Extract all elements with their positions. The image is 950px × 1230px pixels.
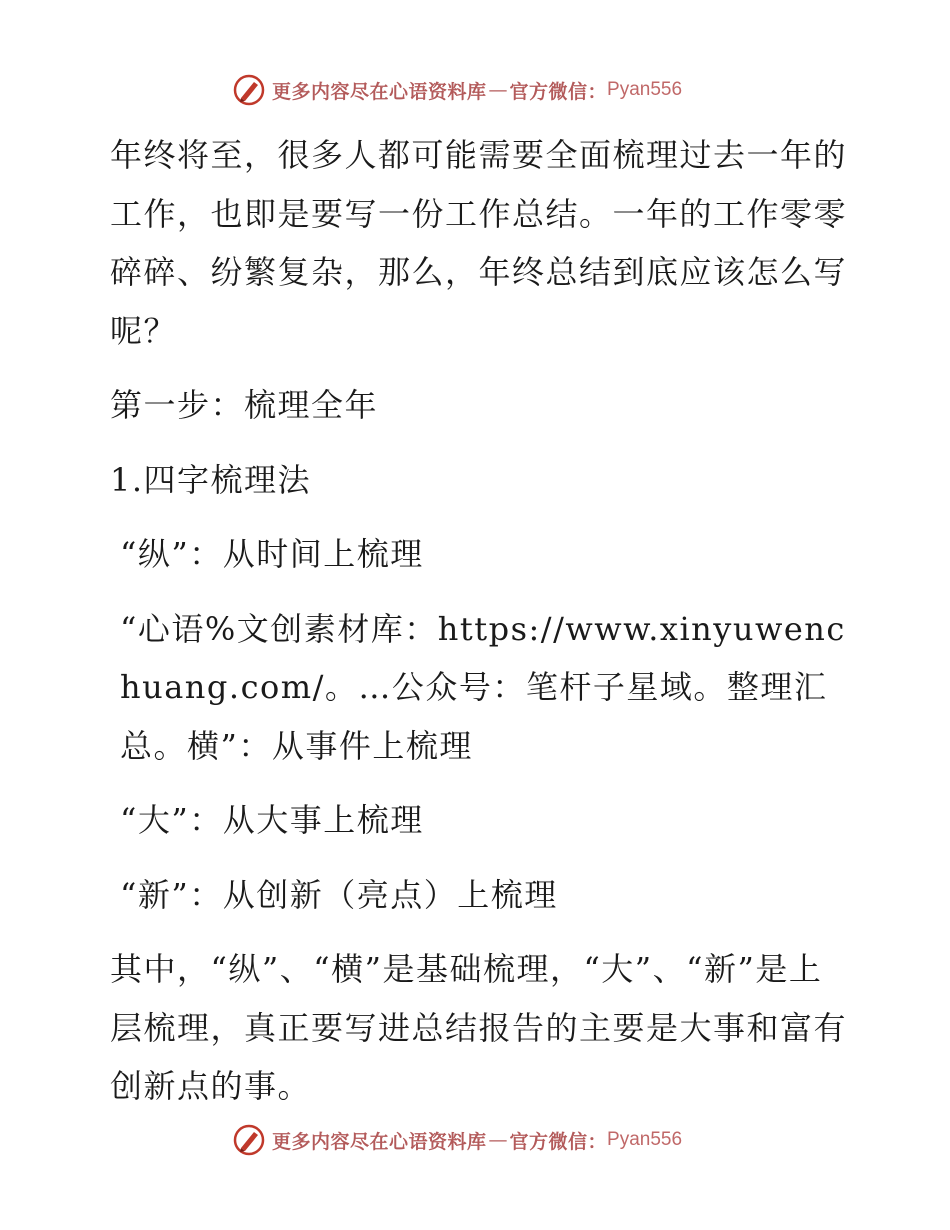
header-banner-contact-id: Pyan556 [607,79,683,100]
item-da: “大”：从大事上梳理 [120,801,424,839]
footer-banner-text: 更多内容尽在心语资料库 [272,1130,487,1153]
document-body [98,126,850,1116]
step1-heading: 第一步：梳理全年 [110,386,379,424]
footer-banner-separator: — [488,1129,508,1151]
method-heading: 1.四字梳理法 [110,460,312,499]
header-banner-separator: — [488,79,508,101]
item-zong: “纵”：从时间上梳理 [120,535,424,573]
intro-paragraph: 年终将至，很多人都可能需要全面梳理过去一年的工作，也即是要写一份工作总结。一年的工作零零碎碎、纷繁复杂，那么，年终总结到底应该怎么写呢？ [110,136,848,350]
item-heng: “心语%文创素材库：https://www.xinyuwenchuang.com/。…公众号：笔杆子星域。整理汇总。横”：从事件上梳理 [120,609,846,765]
footer-watermark-banner [232,1120,682,1160]
header-banner-text: 更多内容尽在心语资料库 [272,80,487,103]
footer-banner-contact-id: Pyan556 [607,1129,683,1150]
footer-banner-contact-label: 官方微信： [509,1130,608,1153]
header-banner-contact-label: 官方微信： [509,80,608,103]
pen-logo-icon [232,73,266,107]
header-watermark-banner [232,70,682,110]
pen-logo-icon [232,1123,266,1157]
item-xin: “新”：从创新（亮点）上梳理 [120,875,558,914]
summary-paragraph: 其中，“纵”、“横”是基础梳理，“大”、“新”是上层梳理，真正要写进总结报告的主要是大事和富有创新点的事。 [110,950,848,1105]
